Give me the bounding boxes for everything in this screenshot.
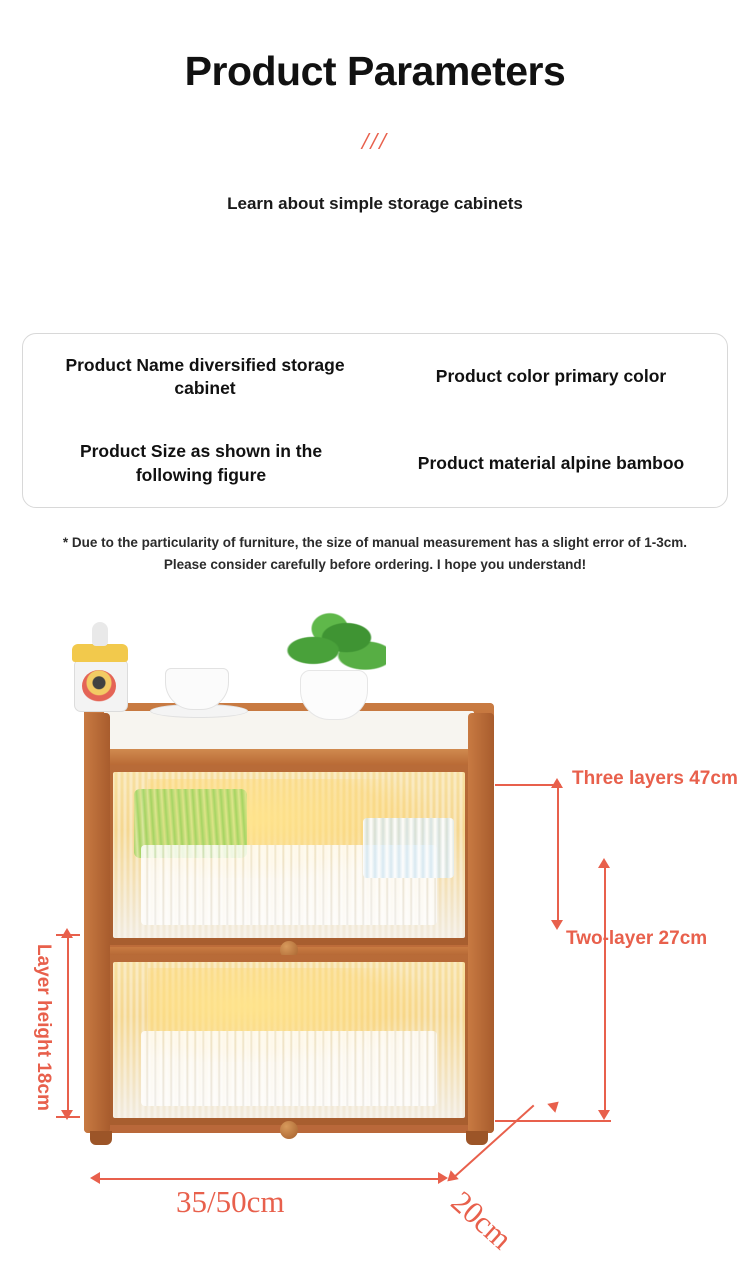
dim-tick-layer-height-bottom <box>56 1116 80 1118</box>
page-title: Product Parameters <box>184 48 566 94</box>
dim-arrow-three-layers-bottom <box>551 920 563 930</box>
door-glass-bottom <box>113 962 465 1118</box>
dim-arrow-layer-height-bottom <box>61 1110 73 1120</box>
dim-line-two-layer <box>604 866 606 1116</box>
dim-label-three-layers: Three layers 47cm <box>572 768 738 789</box>
cabinet-door-top <box>106 765 472 945</box>
dim-tick-layer-height-top <box>56 934 80 936</box>
dim-arrow-three-layers-top <box>551 778 563 788</box>
dim-label-two-layer: Two-layer 27cm <box>566 928 708 949</box>
dim-line-width <box>100 1178 440 1180</box>
dim-label-layer-height: Layer height 18cm <box>33 944 54 1111</box>
dim-arrow-width-left <box>90 1172 100 1184</box>
door-knob-bottom-icon <box>280 1121 298 1139</box>
door-glass-top <box>113 772 465 938</box>
product-illustration <box>0 608 750 1257</box>
cabinet-side-post-right <box>468 713 494 1133</box>
potted-plant-graphic <box>282 612 386 676</box>
dim-arrow-layer-height-top <box>61 928 73 938</box>
cabinet-foot-right <box>466 1131 488 1145</box>
dim-arrow-two-layer-top <box>598 858 610 868</box>
dim-label-depth: 20cm <box>444 1184 520 1257</box>
dim-line-three-layers <box>557 786 559 926</box>
dim-arrow-depth-top <box>547 1097 562 1113</box>
spec-item-product-size: Product Size as shown in the following figure <box>79 441 323 485</box>
mug-figurine-graphic <box>92 622 108 646</box>
cabinet-top-rail-inner <box>104 711 474 751</box>
measurement-disclaimer: * Due to the particularity of furniture, the size of manual measurement has a slight error of 1-3cm. Please consider carefully before ordering. I hope you understand! <box>62 535 688 572</box>
page-subtitle: Learn about simple storage cabinets <box>227 194 523 213</box>
spec-item-product-name: Product Name diversified storage cabinet <box>65 354 345 399</box>
mug-lid-graphic <box>72 644 128 662</box>
spec-item-product-color: Product color primary color <box>435 366 667 387</box>
cabinet-door-bottom <box>106 955 472 1125</box>
dim-tick-three-layers-top <box>495 784 561 786</box>
cabinet-side-post-left <box>84 713 110 1133</box>
cabinet-top-rail <box>84 703 494 755</box>
cabinet-foot-left <box>90 1131 112 1145</box>
dim-line-layer-height <box>67 936 69 1116</box>
spec-box <box>22 333 728 508</box>
plates-contents-bottom <box>141 1031 437 1106</box>
spec-item-product-material: Product material alpine bamboo <box>417 452 685 473</box>
cups-contents <box>363 818 455 878</box>
dim-label-width: 35/50cm <box>176 1184 285 1219</box>
mug-cartoon-art <box>82 670 116 702</box>
dim-arrow-two-layer-bottom <box>598 1110 610 1120</box>
planter-pot-graphic <box>300 670 368 720</box>
divider-slashes-icon: /// <box>361 129 388 155</box>
cabinet-graphic <box>84 703 494 1133</box>
cabinet-top-surface <box>84 749 494 765</box>
